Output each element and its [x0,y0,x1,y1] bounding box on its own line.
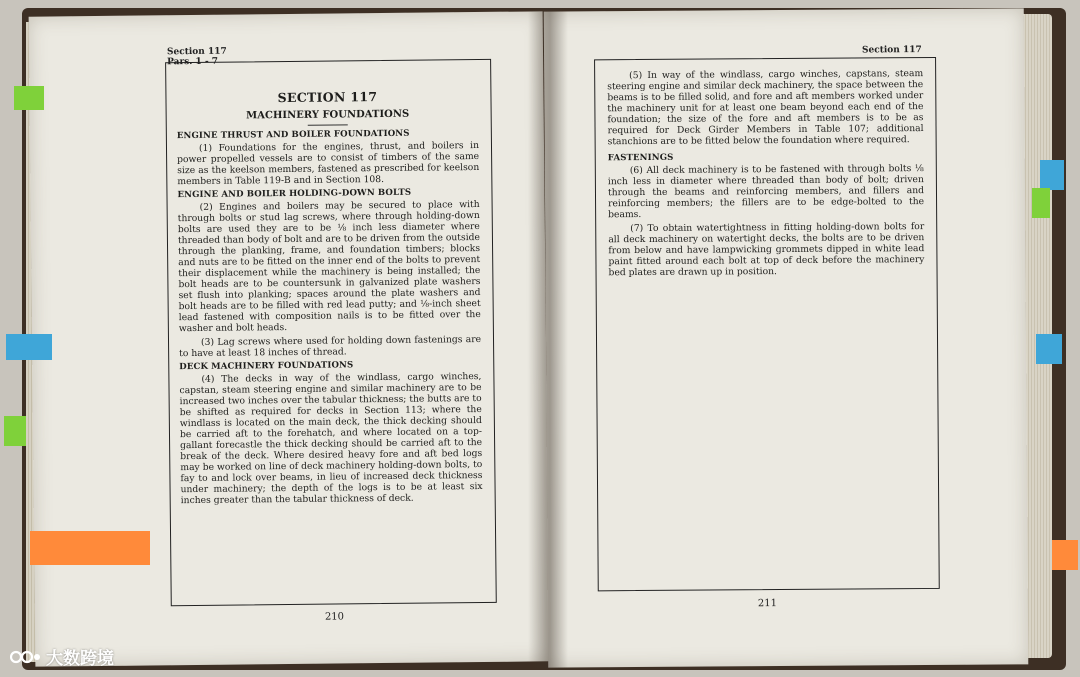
sticky-tab-blue-right-top [1040,160,1064,190]
sticky-tab-green-top-left [14,86,44,110]
watermark-text: 大数跨境 [46,649,114,669]
paragraph-6: (6) All deck machinery is to be fastened with through bolts ⅛ inch less in diameter where threaded than body of bolt; driven through the beams and reinforcing members, and fillers and reinforcing members; the fillers are to be edge-bolted to the beams. [607,163,925,221]
title-rule [308,124,348,125]
running-head-right: Section 117 [861,45,922,56]
watermark [10,644,114,669]
running-head-pars: Pars. 1 - 7 [167,56,219,68]
section-title: SECTION 117 [277,89,378,106]
sticky-tab-orange-left [30,531,150,565]
sticky-tab-blue-left [6,334,52,360]
right-text-frame [594,57,940,591]
heading-fastenings: FASTENINGS [607,152,674,164]
sticky-tab-green-right [1032,188,1050,218]
paragraph-3: (3) Lag screws where used for holding down fastenings are to have at least 18 inches of thread. [179,333,482,360]
watermark-logo-icon [10,648,42,666]
page-number-left: 210 [324,611,345,623]
sticky-tab-green-bottom-left [4,416,26,446]
heading-engine-thrust: ENGINE THRUST AND BOILER FOUNDATIONS [176,128,410,142]
paragraph-7: (7) To obtain watertightness in fitting holding-down bolts for all deck machinery on watertight decks, the bolts are to be driven from below and have lampwicking grommets dipped in white lead paint fitted around each bolt at top of deck before the machinery bed plates are drawn up in position. [608,221,925,279]
page-number-right: 211 [757,598,777,610]
paragraph-5: (5) In way of the windlass, cargo winches, capstans, steam steering engine and similar deck machinery, the space between the beams is to be filled solid, and fore and aft members worked under the machinery unit for at least one beam beyond each end of the foundation; the size of the fore and aft members is to be as required for Deck Girder Members in Table 107; additional stanchions are to be fitted below the foundation where required. [607,68,924,148]
sticky-tab-blue-right-mid [1036,334,1062,364]
right-page [544,8,1029,667]
section-subtitle: MACHINERY FOUNDATIONS [246,108,410,122]
paragraph-1: (1) Foundations for the engines, thrust, and boilers in power propelled vessels are to consist of timbers of the same size as the keelson members, fastened as prescribed for keelson members in Table 119-B and in Section 108. [177,140,480,188]
heading-deck-machinery: DECK MACHINERY FOUNDATIONS [179,360,354,373]
left-text-frame [165,56,497,606]
sticky-tab-orange-right [1052,540,1078,570]
running-head-section: Section 117 [166,46,227,58]
paragraph-2: (2) Engines and boilers may be secured to place with through bolts or stud lag screws, where through holding-down bolts are used they are to be ⅛ inch less diameter where threaded than body of bolt and are to be driven from the outside through the planking, frame, and foundation timbers; blocks and nuts are to be fitted on the inner end of the bolts to prevent their displacement while the machinery is being installed; the bolt heads are to be countersunk in galvanized plate washers set flush into planking; spaces around the plate washers and bolt heads are to be filled with red lead putty; and ⅛-inch sheet lead fastened with composition nails is to be fitted over the washer and bolt heads. [177,198,481,335]
left-page [29,11,550,666]
paragraph-4: (4) The decks in way of the windlass, cargo winches, capstan, steam steering engine and similar machinery are to be increased two inches over the tabular thickness; the butts are to be shifted as required for decks in Section 113; where the windlass is located on the main deck, the thick decking should be carried aft to the forehatch, and where located on a top-gallant forecastle the thick decking should be carried aft to the break of the deck. Where desired heavy fore and aft bed logs may be worked on line of deck machinery holding-down bolts, to fay to and lock over beams, in lieu of increased deck thickness under machinery; the depth of the logs is to be at least six inches greater than the tabular thickness of deck. [179,370,483,507]
heading-holding-down-bolts: ENGINE AND BOILER HOLDING-DOWN BOLTS [177,187,412,201]
